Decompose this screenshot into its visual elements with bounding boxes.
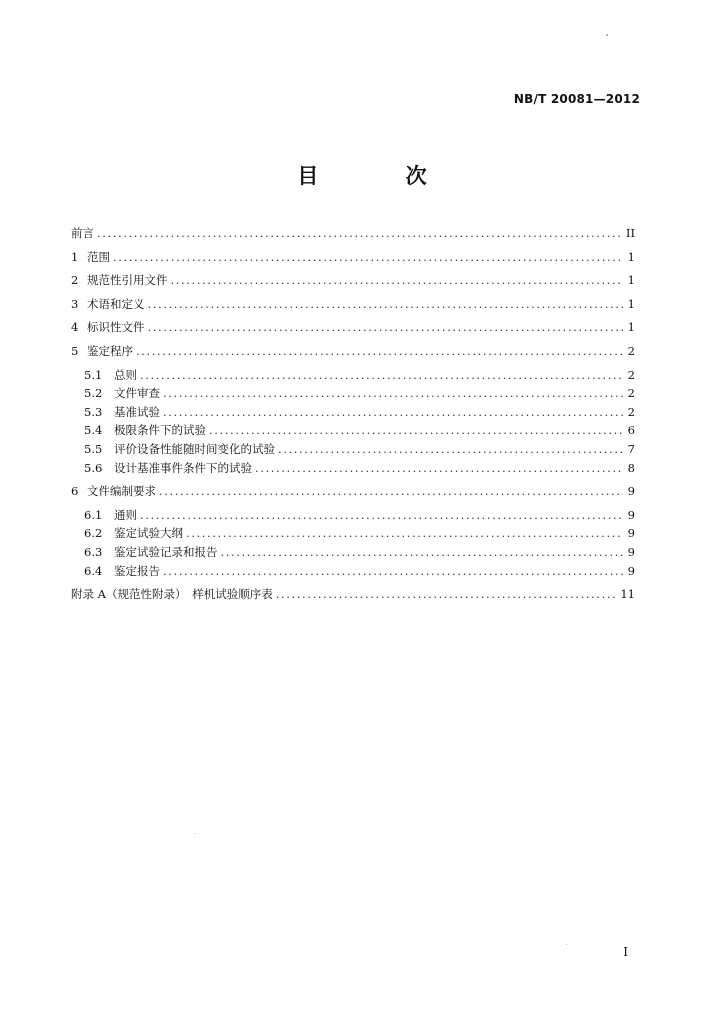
toc-entry-number: 6.4 <box>84 563 103 578</box>
toc-entry-page: 1 <box>627 273 635 288</box>
toc-entry-5[interactable] <box>71 342 635 361</box>
toc-entry-6-1[interactable] <box>71 506 635 525</box>
document-code: NB/T 20081—2012 <box>513 92 640 106</box>
toc-entry-page: 6 <box>627 423 635 438</box>
toc-entry-4[interactable] <box>71 318 635 337</box>
toc-entry-number: 5.1 <box>84 367 103 382</box>
toc-entry-number: 1 <box>71 249 79 264</box>
toc-entry-number: 2 <box>71 273 79 288</box>
toc-entry-page: 9 <box>627 484 635 499</box>
toc-entry-label: 评价设备性能随时间变化的试验 <box>114 441 275 456</box>
toc-entry-foreword[interactable] <box>71 224 635 243</box>
toc-entry-page: 1 <box>627 296 635 311</box>
toc-entry-label: 规范性引用文件 <box>87 273 168 288</box>
dot-leader <box>171 271 624 290</box>
page-title: 目 次 <box>297 163 467 188</box>
dot-leader <box>163 384 623 403</box>
dot-leader <box>186 524 623 543</box>
toc-entry-page: 11 <box>620 587 635 602</box>
toc-entry-page: 2 <box>627 343 635 358</box>
toc-entry-6-3[interactable] <box>71 543 635 562</box>
toc-entry-number: 5.5 <box>84 441 103 456</box>
toc-entry-page: 9 <box>627 526 635 541</box>
dot-leader <box>221 543 624 562</box>
dot-leader <box>163 562 623 581</box>
toc-entry-page: 9 <box>627 507 635 522</box>
dot-leader <box>97 224 622 243</box>
dot-leader <box>140 366 623 385</box>
dot-leader <box>113 248 623 267</box>
toc-entry-5-6[interactable] <box>71 459 635 478</box>
toc-entry-1[interactable] <box>71 248 635 267</box>
toc-entry-6[interactable] <box>71 482 635 501</box>
toc-entry-5-4[interactable] <box>71 421 635 440</box>
toc-entry-page: 8 <box>627 460 635 475</box>
toc-entry-label: 设计基准事件条件下的试验 <box>114 460 252 475</box>
scan-speck <box>195 833 196 834</box>
toc-entry-page: 1 <box>627 320 635 335</box>
toc-entry-page: 2 <box>627 367 635 382</box>
toc-entry-3[interactable] <box>71 295 635 314</box>
dot-leader <box>159 482 623 501</box>
dot-leader <box>136 342 623 361</box>
toc-entry-label: 极限条件下的试验 <box>114 423 206 438</box>
toc-entry-label: 鉴定程序 <box>87 343 133 358</box>
scan-speck <box>606 34 608 36</box>
toc-entry-label: 附录 A（规范性附录） 样机试验顺序表 <box>71 587 273 602</box>
toc-entry-label: 总则 <box>114 367 137 382</box>
toc-entry-label: 鉴定报告 <box>114 563 160 578</box>
toc-entry-5-1[interactable] <box>71 366 635 385</box>
toc-entry-page: 2 <box>627 386 635 401</box>
toc-entry-page: 2 <box>627 404 635 419</box>
toc-entry-label: 标识性文件 <box>87 320 145 335</box>
scan-speck <box>566 944 567 945</box>
toc-entry-label: 文件编制要求 <box>87 484 156 499</box>
page-number: I <box>623 945 628 959</box>
toc-entry-label: 范围 <box>87 249 110 264</box>
toc-entry-page: 9 <box>627 544 635 559</box>
toc-entry-number: 5.3 <box>84 404 103 419</box>
toc-entry-number: 5.6 <box>84 460 103 475</box>
toc-entry-number: 5.4 <box>84 423 103 438</box>
toc-entry-label: 术语和定义 <box>87 296 145 311</box>
toc-entry-label: 通则 <box>114 507 137 522</box>
toc-entry-page: 9 <box>627 563 635 578</box>
toc-entry-label: 基准试验 <box>114 404 160 419</box>
dot-leader <box>276 585 617 604</box>
dot-leader <box>140 506 623 525</box>
toc-entry-number: 3 <box>71 296 79 311</box>
table-of-contents <box>71 224 635 604</box>
toc-entry-label: 鉴定试验记录和报告 <box>114 544 218 559</box>
toc-entry-label: 前言 <box>71 226 94 240</box>
toc-entry-6-2[interactable] <box>71 524 635 543</box>
toc-entry-label: 鉴定试验大纲 <box>114 526 183 541</box>
dot-leader <box>163 403 623 422</box>
toc-entry-number: 6.3 <box>84 544 103 559</box>
toc-entry-5-3[interactable] <box>71 403 635 422</box>
toc-entry-annex-a[interactable] <box>71 585 635 604</box>
toc-entry-number: 6.2 <box>84 526 103 541</box>
toc-entry-6-4[interactable] <box>71 562 635 581</box>
toc-entry-number: 5.2 <box>84 386 103 401</box>
toc-entry-page: 1 <box>627 249 635 264</box>
toc-entry-label: 文件审查 <box>114 386 160 401</box>
toc-entry-number: 6.1 <box>84 507 103 522</box>
toc-entry-number: 6 <box>71 484 79 499</box>
toc-entry-5-5[interactable] <box>71 440 635 459</box>
toc-entry-page: II <box>625 226 635 240</box>
dot-leader <box>148 295 624 314</box>
toc-entry-number: 5 <box>71 343 79 358</box>
toc-entry-page: 7 <box>627 441 635 456</box>
dot-leader <box>209 421 623 440</box>
dot-leader <box>148 318 624 337</box>
dot-leader <box>255 459 623 478</box>
dot-leader <box>278 440 623 459</box>
toc-entry-5-2[interactable] <box>71 384 635 403</box>
toc-entry-2[interactable] <box>71 271 635 290</box>
toc-entry-number: 4 <box>71 320 79 335</box>
